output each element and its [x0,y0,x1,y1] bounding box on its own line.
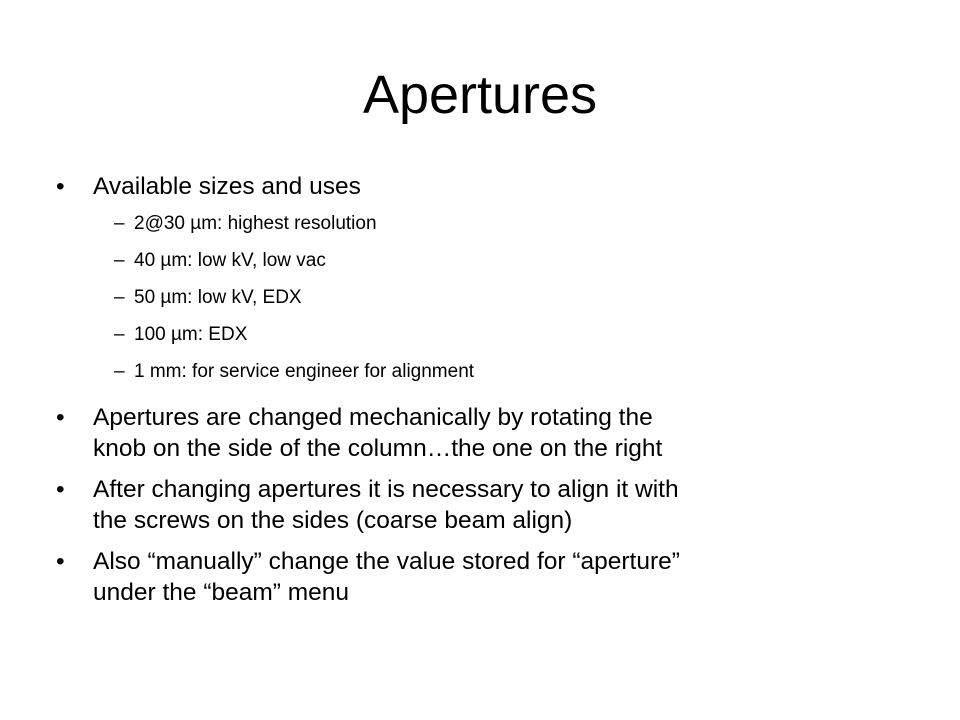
bullet-text: Available sizes and uses [93,173,361,200]
bullet-marker: • [56,548,65,575]
bullet-text-line: the screws on the sides (coarse beam align) [93,507,573,534]
bullet-text-line: knob on the side of the column…the one on the right [93,435,663,462]
dash-marker: – [114,287,125,308]
bullet-text-line: Apertures are changed mechanically by rotating the [93,404,653,431]
sub-item-text: 100 µm: EDX [134,324,248,345]
bullet-text-line: under the “beam” menu [93,579,350,606]
sub-item-text: 50 µm: low kV, EDX [134,287,302,308]
dash-marker: – [114,250,125,271]
bullet-item-manual-value [56,546,916,608]
bullet-item-changing-apertures [56,402,916,464]
dash-marker: – [114,324,125,345]
sub-item-text: 40 µm: low kV, low vac [134,250,326,271]
sub-item [56,360,916,384]
dash-marker: – [114,361,125,382]
aperture-sizes-sublist [56,212,916,384]
sub-item [56,249,916,273]
bullet-item-align-apertures [56,474,916,536]
bullet-marker: • [56,476,65,503]
slide-title: Apertures [362,65,598,125]
sub-item-text: 1 mm: for service engineer for alignment [134,361,475,382]
bullet-text-line: Also “manually” change the value stored for “aperture” [93,548,680,575]
bullet-list [56,171,916,618]
bullet-marker: • [56,404,65,431]
dash-marker: – [114,213,125,234]
sub-item-text: 2@30 µm: highest resolution [134,213,377,234]
bullet-text-line: After changing apertures it is necessary to align it with [93,476,679,503]
sub-item [56,323,916,347]
sub-item [56,286,916,310]
bullet-marker: • [56,173,65,200]
bullet-item-available-sizes [56,171,916,202]
sub-item [56,212,916,236]
